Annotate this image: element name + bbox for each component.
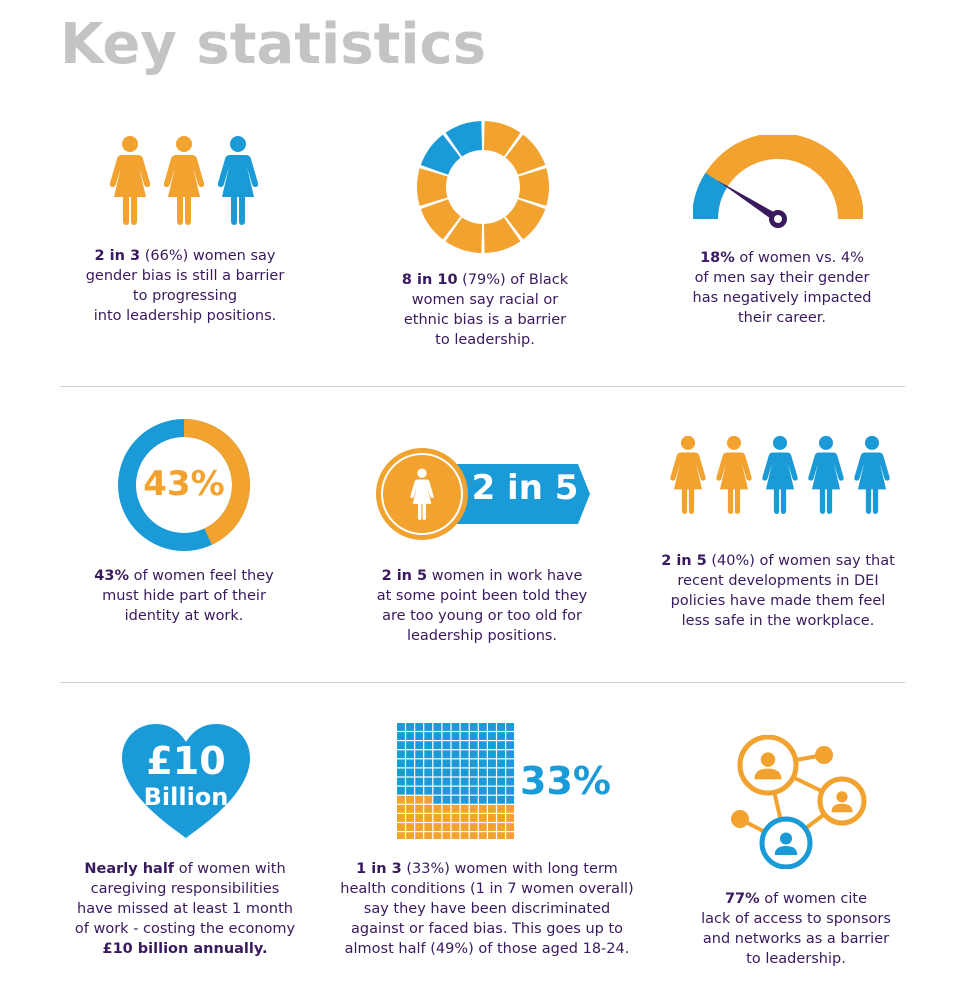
stat-nearly-half: Nearly half of women with caregiving responsibilities have missed at least 1 month of work - costing the economy £10 billion annually. <box>74 861 296 957</box>
grid-cell <box>415 823 423 831</box>
grid-cell <box>424 732 432 740</box>
grid-cell <box>488 723 496 731</box>
grid-cell <box>497 796 505 804</box>
grid-cell <box>433 787 441 795</box>
grid-cell <box>433 723 441 731</box>
grid-cell <box>424 823 432 831</box>
grid-cell <box>461 787 469 795</box>
grid-cell <box>452 805 460 813</box>
grid-cell <box>397 814 405 822</box>
grid-cell <box>479 741 487 749</box>
grid-cell <box>452 769 460 777</box>
grid-cell <box>506 805 514 813</box>
grid-cell <box>497 823 505 831</box>
grid-cell <box>433 778 441 786</box>
grid-cell <box>488 832 496 839</box>
badge-label: 2 in 5 <box>471 468 579 508</box>
grid-cell <box>479 759 487 767</box>
grid-cell <box>415 787 423 795</box>
grid-cell <box>452 787 460 795</box>
grid-cell <box>443 787 451 795</box>
grid-cell <box>443 778 451 786</box>
grid-cell <box>479 769 487 777</box>
grid-cell <box>497 759 505 767</box>
grid-cell <box>433 832 441 839</box>
grid-cell <box>506 750 514 758</box>
ring-label: 43% <box>143 464 225 504</box>
grid-cell <box>479 723 487 731</box>
stat-18pct: 18% of women vs. 4% of men say their gender has negatively impacted their career. <box>692 250 872 326</box>
grid-cell <box>461 796 469 804</box>
grid-cell <box>497 723 505 731</box>
grid-cell <box>479 778 487 786</box>
row-divider-2 <box>60 682 905 683</box>
grid-cell <box>406 778 414 786</box>
grid-cell <box>452 814 460 822</box>
grid-cell <box>433 823 441 831</box>
grid-cell <box>433 814 441 822</box>
grid-cell <box>497 832 505 839</box>
gauge-icon <box>693 135 863 230</box>
grid-cell <box>488 741 496 749</box>
grid-cell <box>415 750 423 758</box>
grid-cell <box>406 832 414 839</box>
grid-cell <box>415 805 423 813</box>
grid-cell <box>443 759 451 767</box>
grid-cell <box>415 796 423 804</box>
grid-cell <box>470 750 478 758</box>
grid-cell <box>415 814 423 822</box>
grid-cell <box>415 732 423 740</box>
grid-cell <box>470 778 478 786</box>
grid-cell <box>424 814 432 822</box>
grid-cell <box>461 741 469 749</box>
grid-cell <box>506 741 514 749</box>
waffle-grid-icon <box>397 723 515 839</box>
grid-cell <box>452 723 460 731</box>
grid-cell <box>488 732 496 740</box>
grid-cell <box>415 723 423 731</box>
grid-cell <box>424 741 432 749</box>
grid-cell <box>397 805 405 813</box>
grid-cell <box>424 750 432 758</box>
stat-8in10: 8 in 10 (79%) of Black women say racial or ethnic bias is a barrier to leadership. <box>401 272 569 348</box>
three-women-icon <box>110 135 260 227</box>
stat-2in5-told: 2 in 5 women in work have at some point been told they are too young or too old for leadership positions. <box>376 568 588 644</box>
grid-cell <box>479 750 487 758</box>
grid-cell <box>397 759 405 767</box>
grid-cell <box>433 759 441 767</box>
grid-cell <box>443 769 451 777</box>
donut-segment <box>518 168 549 206</box>
grid-cell <box>506 723 514 731</box>
grid-cell <box>397 823 405 831</box>
grid-cell <box>488 805 496 813</box>
grid-cell <box>488 759 496 767</box>
grid-cell <box>461 769 469 777</box>
grid-cell <box>506 769 514 777</box>
grid-cell <box>488 787 496 795</box>
stat-77pct: 77% of women cite lack of access to sponsors and networks as a barrier to leadership. <box>701 891 891 967</box>
stat-2in3: 2 in 3 (66%) women say gender bias is still a barrier to progressing into leadership positions. <box>85 248 285 324</box>
grid-cell <box>479 732 487 740</box>
grid-cell <box>506 759 514 767</box>
grid-cell <box>406 787 414 795</box>
stat-43pct: 43% of women feel they must hide part of their identity at work. <box>94 568 274 624</box>
grid-cell <box>397 769 405 777</box>
grid-cell <box>470 732 478 740</box>
grid-cell <box>470 787 478 795</box>
grid-cell <box>424 759 432 767</box>
grid-cell <box>506 778 514 786</box>
grid-cell <box>406 732 414 740</box>
grid-cell <box>433 732 441 740</box>
grid-cell <box>506 787 514 795</box>
grid-cell <box>406 814 414 822</box>
grid-cell <box>443 796 451 804</box>
grid-cell <box>461 778 469 786</box>
grid-cell <box>488 796 496 804</box>
grid-cell <box>497 732 505 740</box>
grid-cell <box>497 750 505 758</box>
grid-cell <box>433 741 441 749</box>
grid-cell <box>488 778 496 786</box>
grid-cell <box>424 787 432 795</box>
page-title: Key statistics <box>60 12 487 77</box>
grid-cell <box>452 741 460 749</box>
grid-cell <box>452 823 460 831</box>
grid-cell <box>406 723 414 731</box>
grid-cell <box>415 741 423 749</box>
grid-cell <box>424 723 432 731</box>
grid-cell <box>506 796 514 804</box>
grid-cell <box>397 787 405 795</box>
grid-cell <box>415 778 423 786</box>
five-women-icon <box>670 435 892 515</box>
grid-cell <box>506 732 514 740</box>
grid-cell <box>452 778 460 786</box>
grid-cell <box>397 750 405 758</box>
grid-cell <box>470 796 478 804</box>
row-divider-1 <box>60 386 905 387</box>
grid-cell <box>397 732 405 740</box>
grid-cell <box>506 814 514 822</box>
grid-cell <box>433 750 441 758</box>
grid-cell <box>506 823 514 831</box>
stat-1in3: 1 in 3 (33%) women with long term health conditions (1 in 7 women overall) say they have been discriminated against or faced bias. This goes up to almost half (49%) of those aged 18-24. <box>340 861 634 957</box>
donut-segment <box>417 168 448 206</box>
grid-cell <box>443 723 451 731</box>
grid-cell <box>443 732 451 740</box>
grid-cell <box>452 732 460 740</box>
grid-cell <box>443 814 451 822</box>
grid-cell <box>461 723 469 731</box>
grid-cell <box>461 814 469 822</box>
grid-cell <box>415 759 423 767</box>
grid-cell <box>424 805 432 813</box>
grid-cell <box>479 823 487 831</box>
grid-cell <box>397 741 405 749</box>
grid-cell <box>452 796 460 804</box>
grid-cell <box>443 805 451 813</box>
grid-cell <box>470 832 478 839</box>
grid-cell <box>497 814 505 822</box>
grid-cell <box>443 832 451 839</box>
grid-cell <box>488 769 496 777</box>
grid-cell <box>488 823 496 831</box>
grid-cell <box>415 769 423 777</box>
grid-cell <box>470 723 478 731</box>
grid-cell <box>397 723 405 731</box>
grid-cell <box>479 796 487 804</box>
grid-cell <box>470 741 478 749</box>
grid-cell <box>497 741 505 749</box>
grid-cell <box>406 741 414 749</box>
grid-cell <box>424 769 432 777</box>
grid-cell <box>470 769 478 777</box>
grid-cell <box>406 823 414 831</box>
grid-cell <box>497 778 505 786</box>
grid-cell <box>443 823 451 831</box>
stat-2in5-dei: 2 in 5 (40%) of women say that recent developments in DEI policies have made them feel less safe in the workplace. <box>661 553 895 629</box>
grid-cell <box>497 805 505 813</box>
grid-cell <box>497 769 505 777</box>
grid-cell <box>406 750 414 758</box>
grid-cell <box>470 814 478 822</box>
grid-cell <box>406 796 414 804</box>
grid-cell <box>397 778 405 786</box>
grid-cell <box>461 732 469 740</box>
grid-cell <box>479 805 487 813</box>
grid-cell <box>433 805 441 813</box>
grid-cell <box>461 805 469 813</box>
heart-amount: £10 <box>146 739 226 783</box>
grid-cell <box>479 787 487 795</box>
grid-cell <box>488 814 496 822</box>
grid-cell <box>406 805 414 813</box>
network-icon <box>716 735 876 869</box>
grid-cell <box>461 823 469 831</box>
grid-cell <box>470 759 478 767</box>
grid-cell <box>479 832 487 839</box>
grid-cell <box>452 750 460 758</box>
grid-cell <box>497 787 505 795</box>
grid-cell <box>479 814 487 822</box>
grid-cell <box>470 823 478 831</box>
grid-cell <box>443 750 451 758</box>
grid-cell <box>433 796 441 804</box>
grid-cell <box>415 832 423 839</box>
grid-cell <box>443 741 451 749</box>
grid-label: 33% <box>520 759 611 803</box>
grid-cell <box>397 832 405 839</box>
grid-cell <box>461 759 469 767</box>
grid-cell <box>433 769 441 777</box>
grid-cell <box>424 778 432 786</box>
grid-cell <box>470 805 478 813</box>
grid-cell <box>488 750 496 758</box>
grid-cell <box>424 796 432 804</box>
grid-cell <box>406 769 414 777</box>
grid-cell <box>506 832 514 839</box>
grid-cell <box>461 832 469 839</box>
grid-cell <box>452 759 460 767</box>
grid-cell <box>406 759 414 767</box>
heart-unit: Billion <box>143 783 229 811</box>
grid-cell <box>452 832 460 839</box>
grid-cell <box>424 832 432 839</box>
grid-cell <box>397 796 405 804</box>
segmented-donut-icon <box>416 120 550 254</box>
grid-cell <box>461 750 469 758</box>
